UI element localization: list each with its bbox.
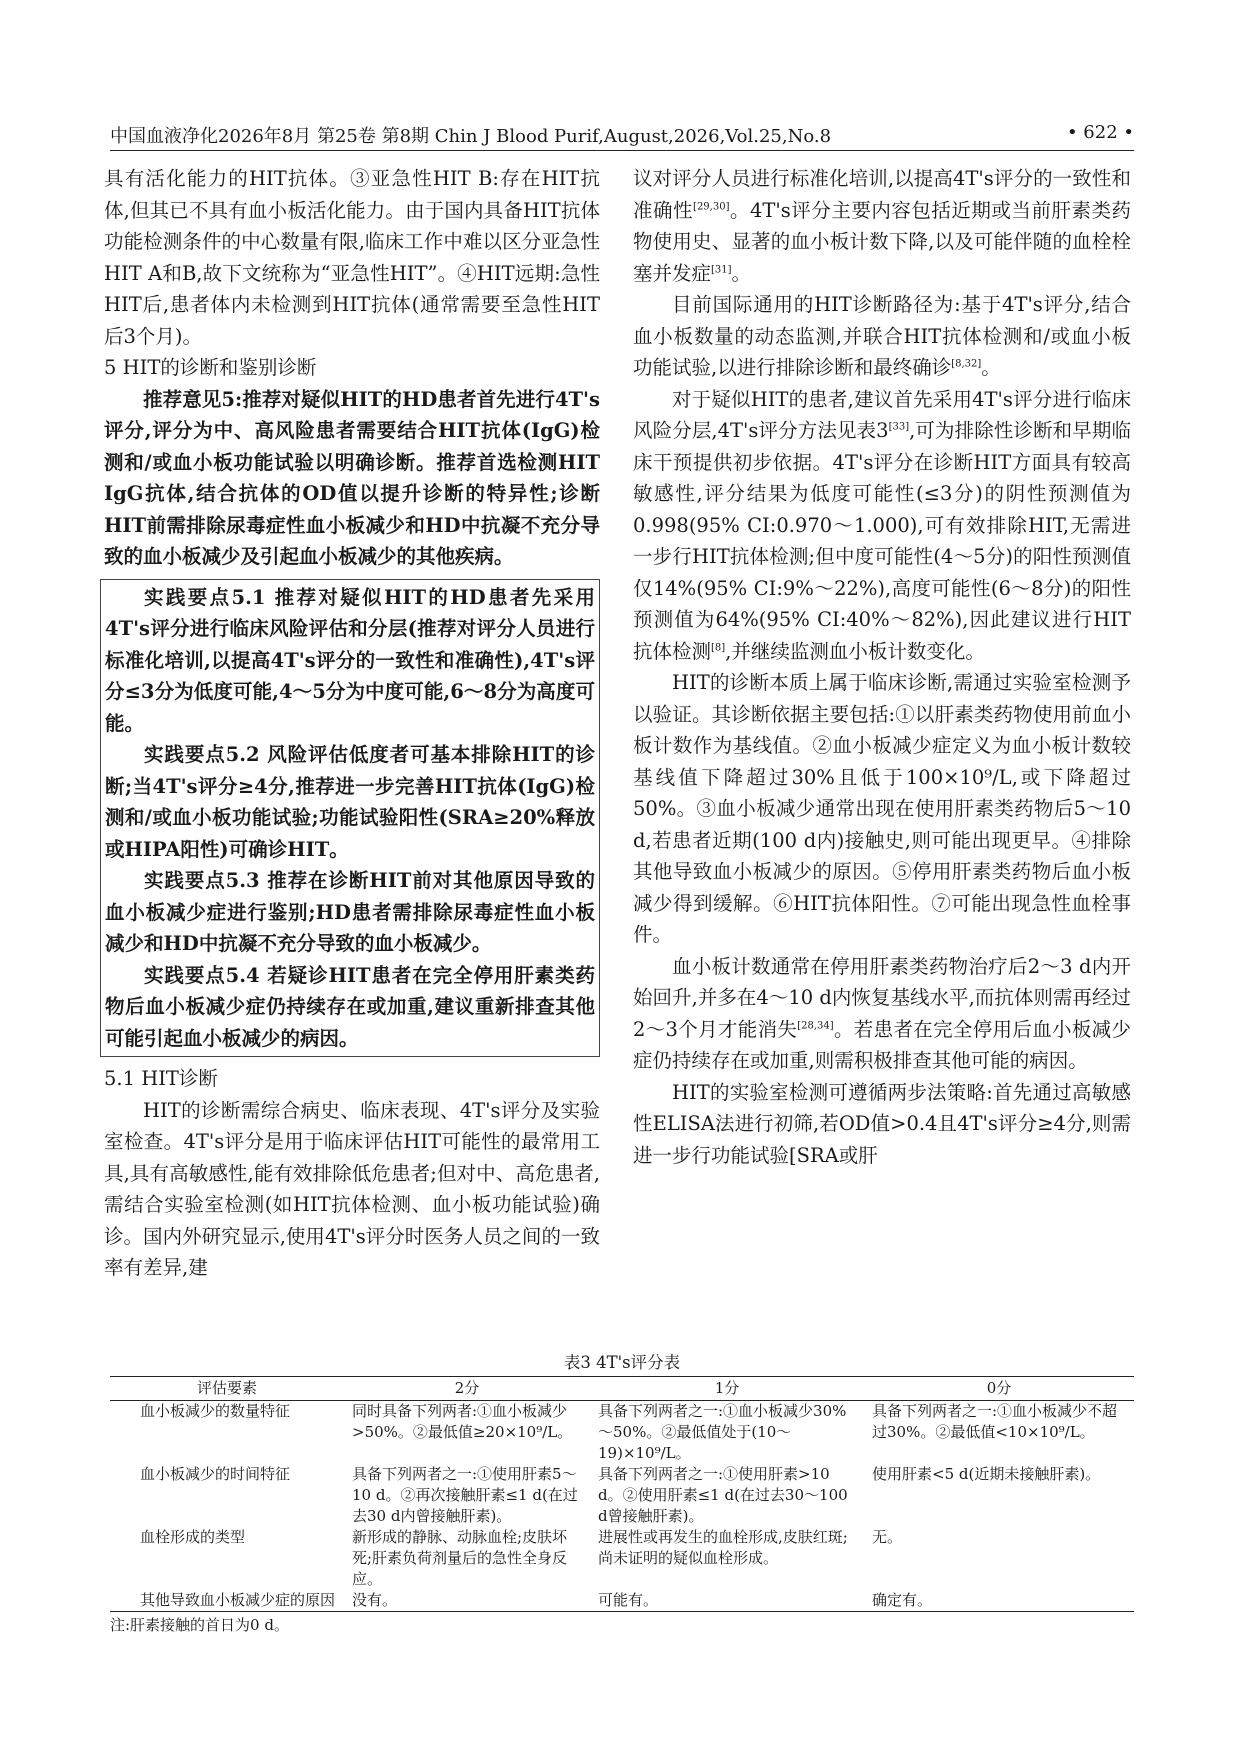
text-run: 对于疑似HIT的患者,建议首先采用4T's评分进行临床风险分层,4T's评分方法见表3 bbox=[633, 387, 1131, 442]
table-cell: 确定有。 bbox=[864, 1590, 1134, 1612]
practice-point-5-1: 实践要点5.1 推荐对疑似HIT的HD患者先采用4T's评分进行临床风险评估和分层(推荐对评分人员进行标准化培训,以提高4T's评分的一致性和准确性),4T's评分≤3分为低度可能,4～5分为中度可能,6～8分为高度可能。 bbox=[105, 585, 595, 735]
text-run: 目前国际通用的HIT诊断路径为:基于4T's评分,结合血小板数量的动态监测,并联合HIT抗体检测和/或血小板功能试验,以进行排除诊断和最终确诊 bbox=[633, 293, 1131, 379]
table-note: 注:肝素接触的首日为0 d。 bbox=[110, 1616, 289, 1634]
table-cell: 具备下列两者之一:①使用肝素>10 d。②使用肝素≤1 d(在过去30～100 d曾接触肝素)。 bbox=[598, 1465, 848, 1525]
practice-point-5-4: 实践要点5.4 若疑诊HIT患者在完全停用肝素类药物后血小板减少症仍持续存在或加重,建议重新排查其他可能引起血小板减少的病因。 bbox=[105, 963, 595, 1050]
header-cell: 2分 bbox=[344, 1377, 590, 1401]
table-row bbox=[110, 1464, 1134, 1527]
section-heading-5: 5 HIT的诊断和鉴别诊断 bbox=[104, 356, 317, 379]
paragraph: HIT的实验室检测可遵循两步法策略:首先通过高敏感性ELISA法进行初筛,若OD值>0.4且4T's评分≥4分,则需进一步行功能试验[SRA或肝 bbox=[633, 1080, 1131, 1167]
left-column bbox=[104, 163, 600, 1284]
text-run: ,并继续监测血小板计数变化。 bbox=[725, 639, 985, 663]
paragraph: HIT的诊断需综合病史、临床表现、4T's评分及实验室检查。4T's评分是用于临床评估HIT可能性的最常用工具,具有高敏感性,能有效排除低危患者;但对中、高危患者,需结合实验室检测(如HIT抗体检测、血小板功能试验)确诊。国内外研究显示,使用4T's评分时医务人员之间的一致率有差异,建 bbox=[104, 1098, 600, 1279]
table-cell: 其他导致血小板减少症的原因 bbox=[110, 1590, 344, 1612]
text-run: 。 bbox=[981, 356, 1001, 379]
practice-point-5-2: 实践要点5.2 风险评估低度者可基本排除HIT的诊断;当4T's评分≥4分,推荐进一步完善HIT抗体(IgG)检测和/或血小板功能试验;功能试验阳性(SRA≥20%释放或HIPA阳性)可确诊HIT。 bbox=[105, 743, 595, 861]
table-header-row bbox=[110, 1377, 1134, 1401]
table-row bbox=[110, 1401, 1134, 1465]
table-cell: 血小板减少的数量特征 bbox=[140, 1402, 291, 1420]
page-number: • 622 • bbox=[1066, 122, 1134, 143]
text-run: 。4T's评分主要内容包括近期或当前肝素类药物使用史、显著的血小板计数下降,以及可能伴随的血栓栓塞并发症 bbox=[633, 198, 1131, 285]
citation: [31] bbox=[711, 264, 732, 275]
table-cell: 具备下列两者之一:①血小板减少30%～50%。②最低值处于(10～19)×10⁹/L。 bbox=[598, 1402, 847, 1462]
citation: [29,30] bbox=[693, 201, 730, 212]
scoring-table bbox=[110, 1376, 1134, 1612]
paragraph bbox=[633, 951, 1131, 1077]
table-cell: 使用肝素<5 d(近期未接触肝素)。 bbox=[872, 1465, 1101, 1483]
paragraph bbox=[633, 384, 1131, 668]
header-cell: 0分 bbox=[864, 1377, 1134, 1401]
right-column bbox=[633, 163, 1131, 1171]
practice-points-box bbox=[100, 579, 600, 1058]
recommendation-5: 推荐意见5:推荐对疑似HIT的HD患者首先进行4T's评分,评分为中、高风险患者需要结合HIT抗体(IgG)检测和/或血小板功能试验以明确诊断。推荐首选检测HIT IgG抗体,结合抗体的OD值以提升诊断的特异性;诊断HIT前需排除尿毒症性血小板减少和HD中抗凝不充分导致的血小板减少及引起血小板减少的其他疾病。 bbox=[104, 387, 600, 568]
paragraph: 具有活化能力的HIT抗体。③亚急性HIT B:存在HIT抗体,但其已不具有血小板活化能力。由于国内具备HIT抗体功能检测条件的中心数量有限,临床工作中难以区分亚急性HIT A和B,故下文统称为“亚急性HIT”。④HIT远期:急性HIT后,患者体内未检测到HIT抗体(通常需要至急性HIT后3个月)。 bbox=[104, 167, 600, 348]
header-rule bbox=[110, 150, 1134, 151]
text-run: 。 bbox=[731, 261, 752, 285]
text-run: 。若患者在完全停用后血小板减少症仍持续存在或加重,则需积极排查其他可能的病因。 bbox=[633, 1017, 1131, 1072]
paragraph: HIT的诊断本质上属于临床诊断,需通过实验室检测予以验证。其诊断依据主要包括:①以肝素类药物使用前血小板计数作为基线值。②血小板减少症定义为血小板计数较基线值下降超过30%且低于100×10⁹/L,或下降超过50%。③血小板减少通常出现在使用肝素类药物后5～10 d,若患者近期(100 d内)接触史,则可能出现更早。④排除其他导致血小板减少的原因。⑤停用肝素类药物后血小板减少得到缓解。⑥HIT抗体阳性。⑦可能出现急性血栓事件。 bbox=[633, 671, 1131, 946]
table-cell: 具备下列两者之一:①使用肝素5～10 d。②再次接触肝素≤1 d(在过去30 d内曾接触肝素)。 bbox=[352, 1465, 578, 1525]
citation: [8,32] bbox=[951, 358, 982, 370]
paragraph bbox=[633, 289, 1131, 384]
text-run: 血小板计数通常在停用肝素类药物治疗后2～3 d内开始回升,并多在4～10 d内恢复基线水平,而抗体则需再经过2～3个月才能消失 bbox=[633, 954, 1131, 1041]
paragraph bbox=[633, 163, 1131, 289]
table-row bbox=[110, 1590, 1134, 1612]
table-cell: 血栓形成的类型 bbox=[140, 1528, 246, 1546]
text-run: ,可为排除性诊断和早期临床干预提供初步依据。4T's评分在诊断HIT方面具有较高敏感性,评分结果为低度可能性(≤3分)的阴性预测值为0.998(95% CI:0.970～1.000),可有效排除HIT,无需进一步行HIT抗体检测;但中度可能性(4～5分)的阳性预测值仅14%(95% CI:9%～22%),高度可能性(6～8分)的阳性预测值为64%(95% CI:40%～82%),因此建议进行HIT抗体检测 bbox=[633, 419, 1131, 663]
table-title: 表3 4T's评分表 bbox=[563, 1353, 681, 1372]
practice-point-5-3: 实践要点5.3 推荐在诊断HIT前对其他原因导致的血小板减少症进行鉴别;HD患者需排除尿毒症性血小板减少和HD中抗凝不充分导致的血小板减少。 bbox=[105, 869, 595, 955]
table-row bbox=[110, 1527, 1134, 1590]
citation: [33] bbox=[888, 421, 910, 433]
table-cell: 同时具备下列两者:①血小板减少>50%。②最低值≥20×10⁹/L。 bbox=[352, 1402, 573, 1441]
header-cell: 评估要素 bbox=[110, 1377, 344, 1401]
citation: [28,34] bbox=[797, 1020, 834, 1031]
table-cell: 无。 bbox=[872, 1528, 903, 1546]
table-cell: 可能有。 bbox=[590, 1590, 864, 1612]
journal-citation: 中国血液净化2026年8月 第25卷 第8期 Chin J Blood Purif,August,2026,Vol.25,No.8 bbox=[110, 126, 832, 147]
table-3 bbox=[110, 1350, 1134, 1636]
header-cell: 1分 bbox=[590, 1377, 864, 1401]
citation: [8] bbox=[711, 642, 726, 653]
running-header bbox=[110, 122, 1134, 152]
table-cell: 新形成的静脉、动脉血栓;皮肤坏死;肝素负荷剂量后的急性全身反应。 bbox=[352, 1528, 568, 1588]
text-run: 议对评分人员进行标准化培训,以提高4T's评分的一致性和准确性 bbox=[633, 167, 1131, 222]
subsection-heading-5-1: 5.1 HIT诊断 bbox=[104, 1067, 218, 1090]
table-cell: 具备下列两者之一:①血小板减少不超过30%。②最低值<10×10⁹/L。 bbox=[872, 1402, 1118, 1441]
table-cell: 血小板减少的时间特征 bbox=[140, 1465, 291, 1483]
table-cell: 没有。 bbox=[344, 1590, 590, 1612]
table-cell: 进展性或再发生的血栓形成,皮肤红斑;尚未证明的疑似血栓形成。 bbox=[598, 1528, 848, 1567]
